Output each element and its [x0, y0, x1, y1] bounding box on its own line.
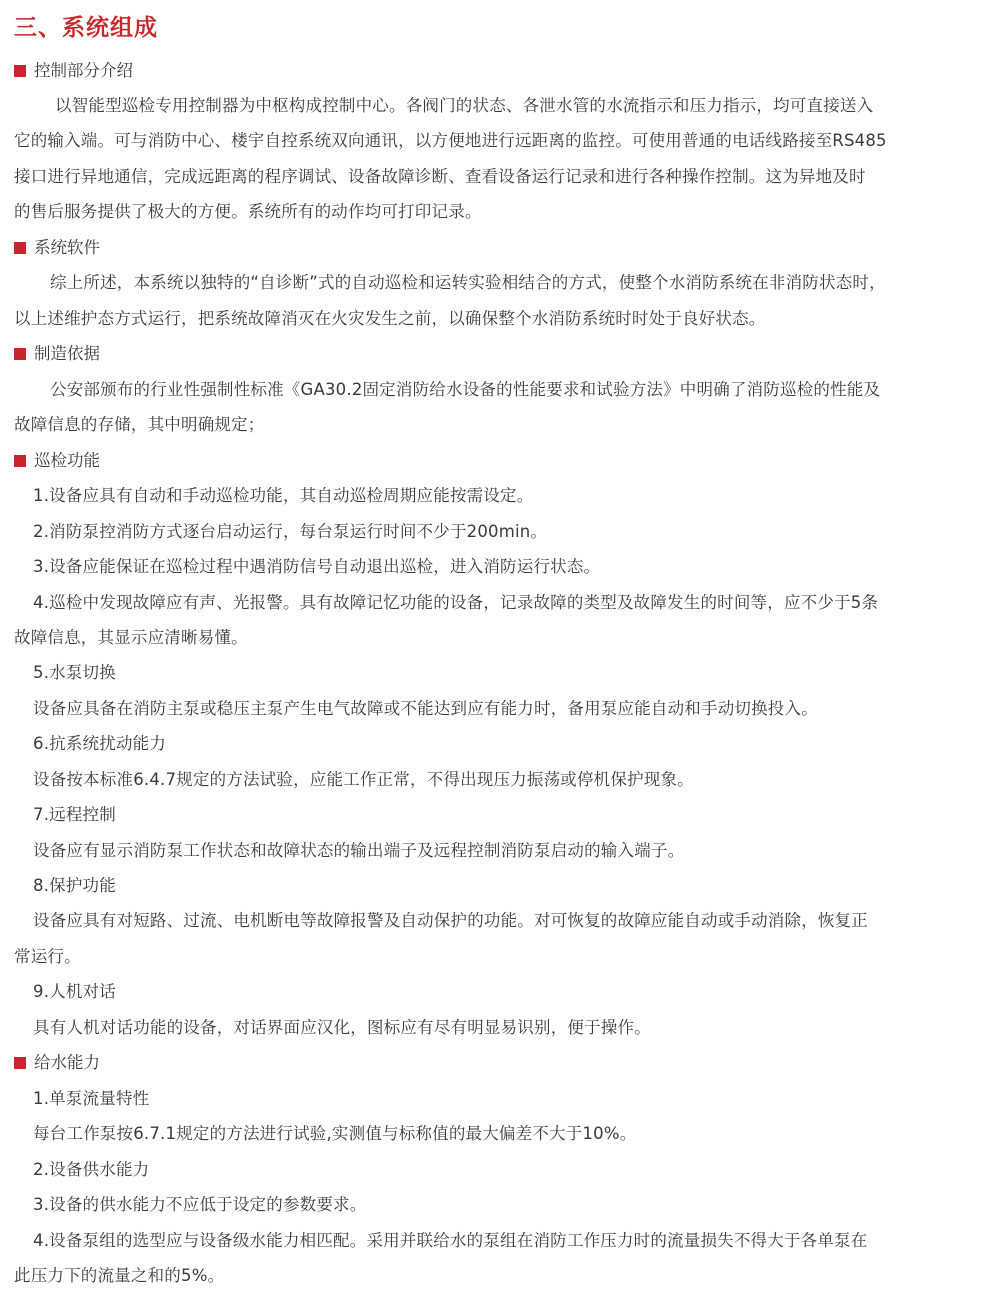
list-item: 3.设备应能保证在巡检过程中遇消防信号自动退出巡检，进入消防运行状态。 [33, 557, 601, 576]
paragraph-line: 设备按本标准6.4.7规定的方法试验，应能工作正常，不得出现压力振荡或停机保护现象。 [33, 770, 694, 789]
list-item: 7.远程控制 [33, 805, 116, 824]
paragraph-line: 的售后服务提供了极大的方便。系统所有的动作均可打印记录。 [14, 202, 482, 221]
red-square-icon [14, 65, 26, 77]
paragraph-line: 具有人机对话功能的设备，对话界面应汉化，图标应有尽有明显易识别，便于操作。 [33, 1018, 651, 1037]
section-heading [14, 449, 100, 473]
section-heading [14, 59, 133, 83]
section-heading [14, 342, 100, 366]
paragraph-line: 设备应具备在消防主泵或稳压主泵产生电气故障或不能达到应有能力时，备用泵应能自动和手动切换投入。 [33, 699, 818, 718]
list-item: 3.设备的供水能力不应低于设定的参数要求。 [33, 1195, 367, 1214]
list-item: 2.消防泵控消防方式逐台启动运行，每台泵运行时间不少于200min。 [33, 522, 548, 541]
section-heading-text: 控制部分介绍 [34, 61, 133, 80]
list-item: 1.单泵流量特性 [33, 1089, 150, 1108]
paragraph-line: 它的输入端。可与消防中心、楼宇自控系统双向通讯，以方便地进行远距离的监控。可使用普通的电话线路接至RS485 [14, 131, 887, 150]
paragraph-line: 设备应有显示消防泵工作状态和故障状态的输出端子及远程控制消防泵启动的输入端子。 [33, 841, 685, 860]
paragraph-line: 故障信息的存储，其中明确规定； [14, 415, 265, 434]
paragraph-line: 接口进行异地通信，完成远距离的程序调试、设备故障诊断、查看设备运行记录和进行各种操作控制。这为异地及时 [14, 167, 866, 186]
list-item: 2.设备供水能力 [33, 1160, 150, 1179]
list-item: 4.设备泵组的选型应与设备级水能力相匹配。采用并联给水的泵组在消防工作压力时的流量损失不得大于各单泵在 [33, 1231, 868, 1250]
paragraph-line: 以上述维护态方式运行，把系统故障消灭在火灾发生之前，以确保整个水消防系统时时处于良好状态。 [14, 309, 766, 328]
paragraph-line: 以智能型巡检专用控制器为中枢构成控制中心。各阀门的状态、各泄水管的水流指示和压力指示，均可直接送入 [55, 96, 874, 115]
section-heading-text: 系统软件 [34, 238, 100, 257]
red-square-icon [14, 348, 26, 360]
page-title: 三、系统组成 [14, 15, 158, 41]
paragraph-line: 设备应具有对短路、过流、电机断电等故障报警及自动保护的功能。对可恢复的故障应能自动或手动消除，恢复正 [33, 911, 868, 930]
red-square-icon [14, 242, 26, 254]
list-item: 4.巡检中发现故障应有声、光报警。具有故障记忆功能的设备，记录故障的类型及故障发生的时间等，应不少于5条 [33, 593, 879, 612]
list-item: 6.抗系统扰动能力 [33, 734, 167, 753]
section-heading-text: 制造依据 [34, 344, 100, 363]
section-heading [14, 236, 100, 260]
section-heading-text: 巡检功能 [34, 451, 100, 470]
paragraph-line: 故障信息，其显示应清晰易懂。 [14, 628, 248, 647]
list-item: 5.水泵切换 [33, 663, 116, 682]
section-heading-text: 给水能力 [34, 1053, 100, 1072]
red-square-icon [14, 455, 26, 467]
list-item: 8.保护功能 [33, 876, 116, 895]
paragraph-line: 公安部颁布的行业性强制性标准《GA30.2固定消防给水设备的性能要求和试验方法》中明确了消防巡检的性能及 [50, 380, 881, 399]
paragraph-line: 常运行。 [14, 947, 81, 966]
paragraph-line: 综上所述，本系统以独特的“自诊断”式的自动巡检和运转实验相结合的方式，使整个水消防系统在非消防状态时， [50, 273, 886, 292]
section-heading [14, 1051, 100, 1075]
list-item: 1.设备应具有自动和手动巡检功能，其自动巡检周期应能按需设定。 [33, 486, 534, 505]
list-item: 9.人机对话 [33, 982, 116, 1001]
paragraph-line: 每台工作泵按6.7.1规定的方法进行试验,实测值与标称值的最大偏差不大于10%。 [33, 1124, 637, 1143]
paragraph-line: 此压力下的流量之和的5%。 [14, 1266, 225, 1285]
red-square-icon [14, 1057, 26, 1069]
